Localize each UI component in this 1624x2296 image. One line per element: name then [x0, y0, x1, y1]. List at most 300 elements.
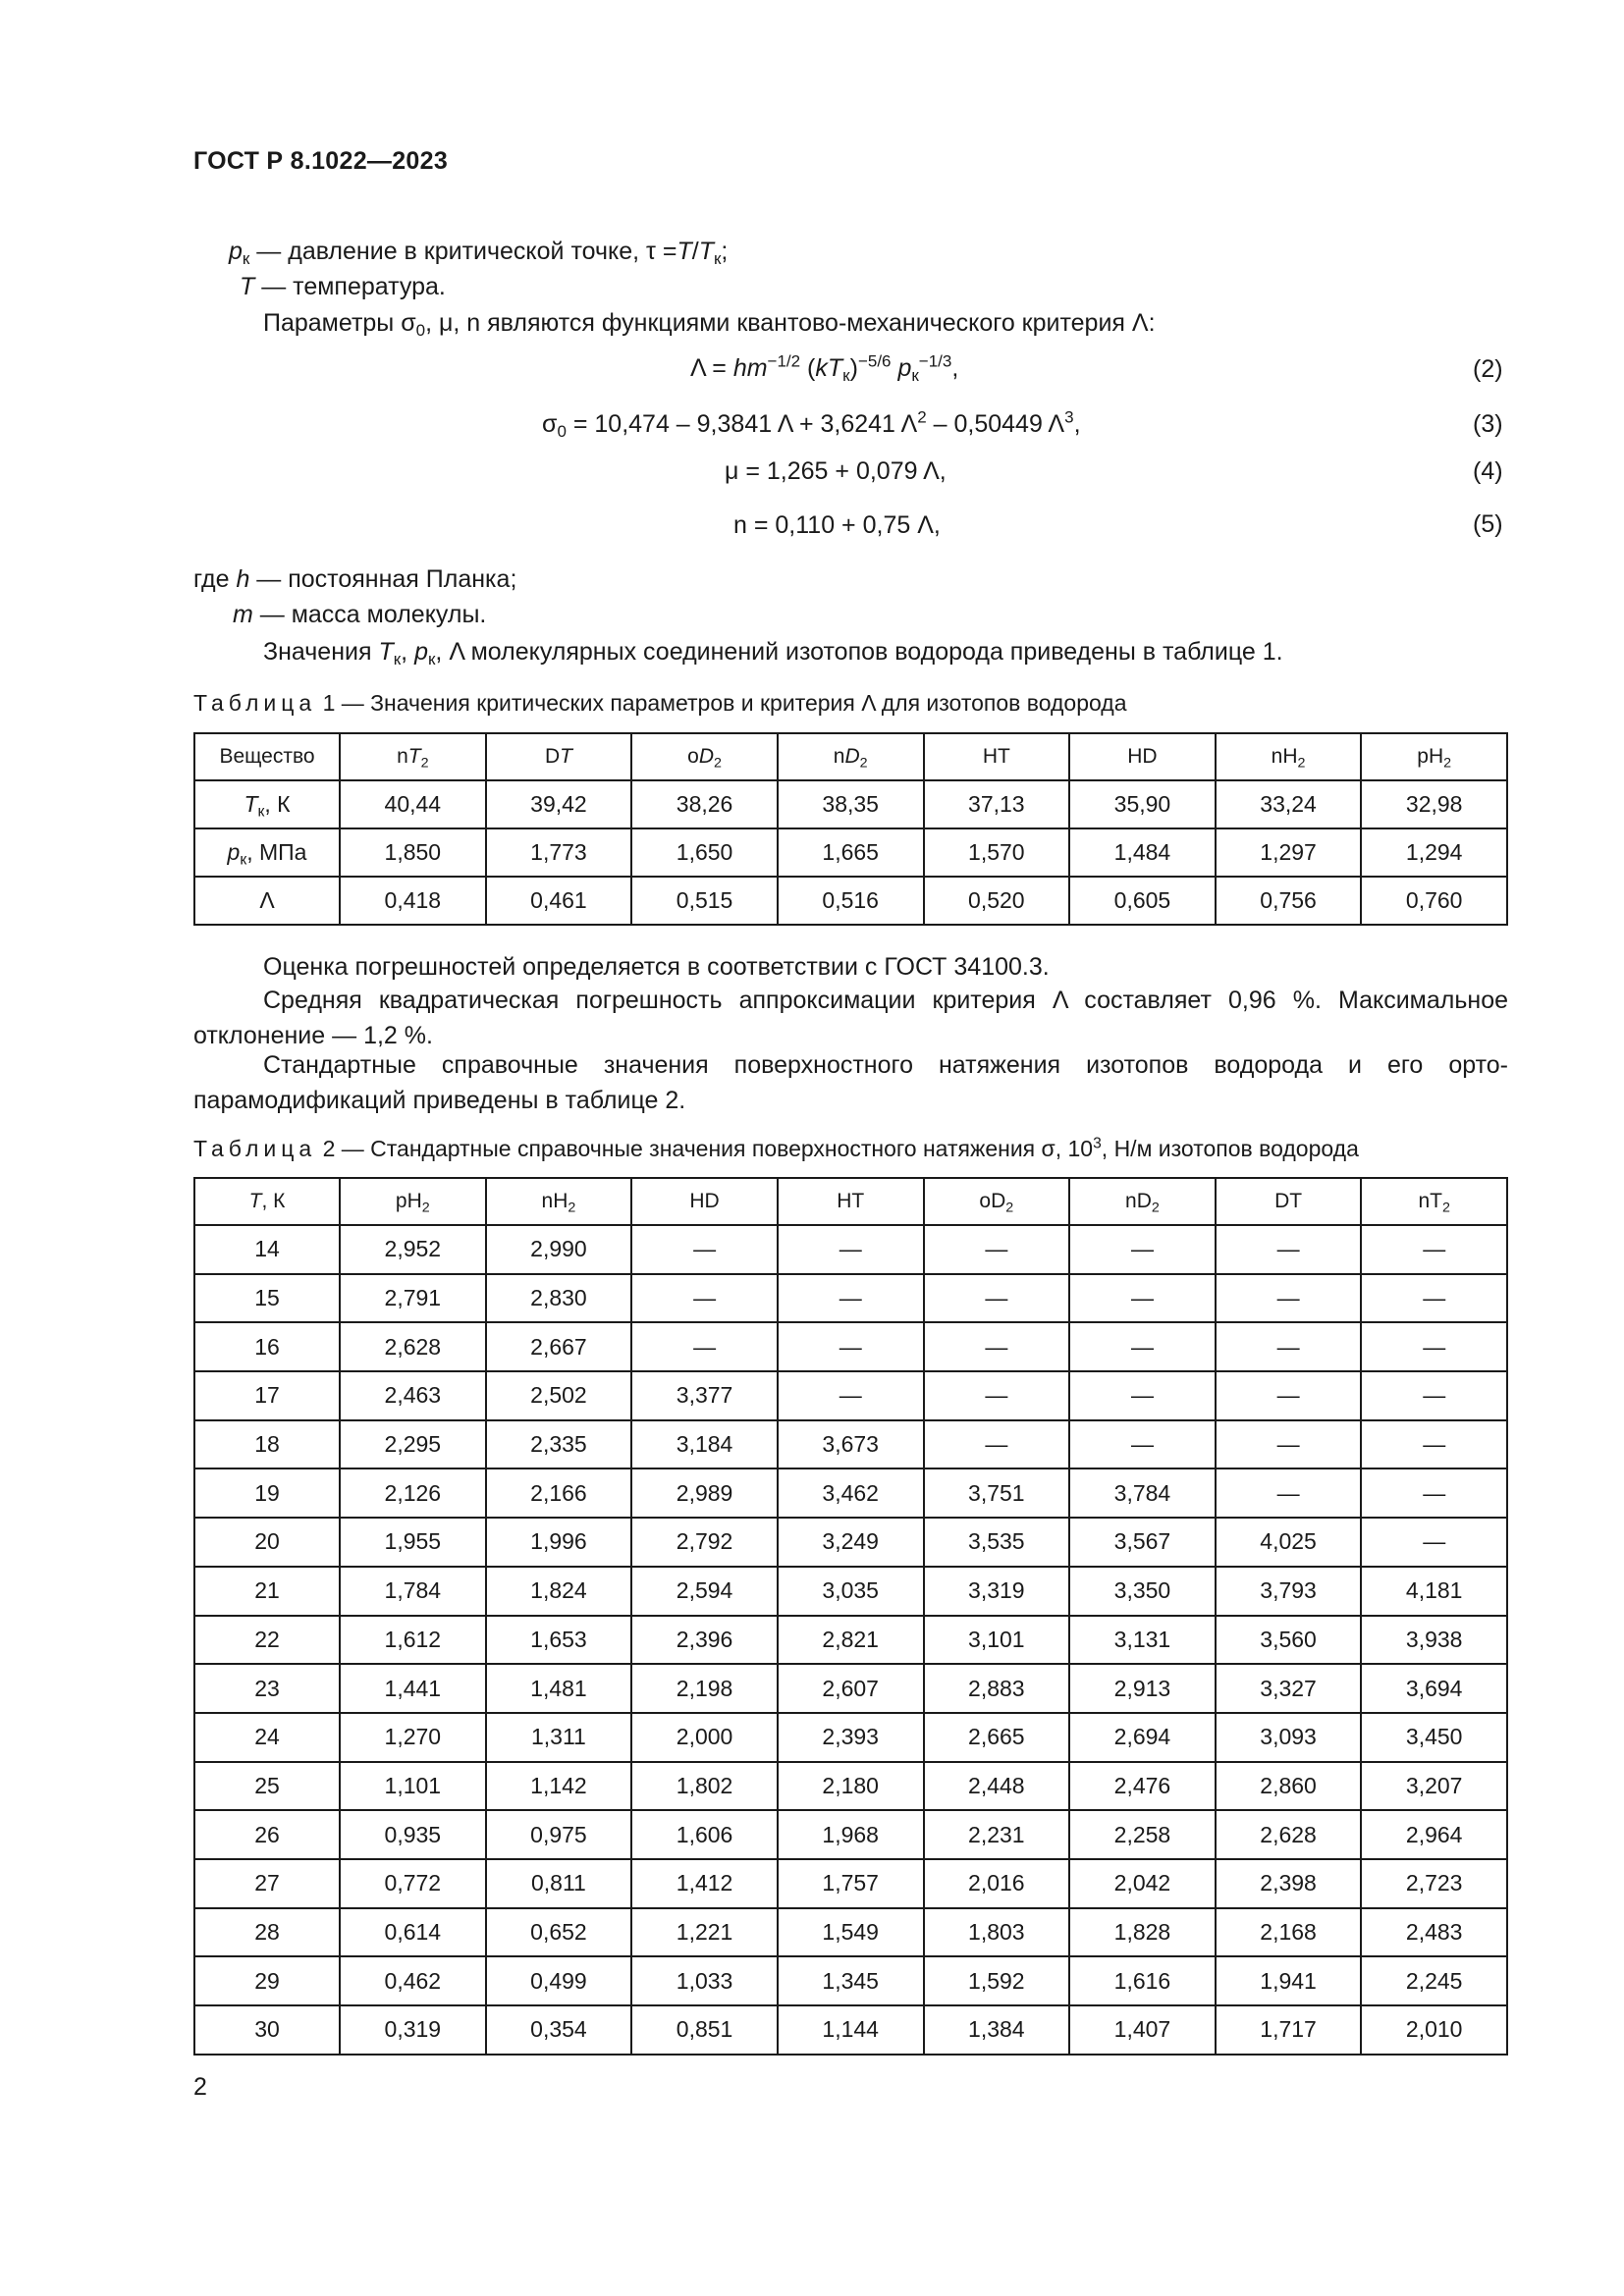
table2-caption	[193, 1136, 1359, 1162]
table2-caption-rest: 2 — Стандартные справочные значения поверхностного натяжения σ, 10	[316, 1136, 1094, 1161]
table2-row	[194, 1274, 1507, 1323]
values-p: p	[414, 638, 428, 666]
table2-cell: —	[1069, 1225, 1216, 1274]
table2-cell: —	[1216, 1468, 1362, 1518]
table2-header-base: pH	[395, 1190, 422, 1212]
table1-header-cell	[778, 733, 924, 780]
definition-pk	[229, 234, 728, 269]
paragraph-mse: Средняя квадратическая погрешность аппроксимации критерия Λ составляет 0,96 %. Максимальное отклонение — 1,2 %.	[193, 987, 1508, 1049]
table2-cell: 1,616	[1069, 1956, 1216, 2005]
table1-header-cell	[340, 733, 486, 780]
table2-caption-word: Таблица	[193, 1136, 317, 1161]
table2-cell: 2,180	[778, 1762, 924, 1811]
table2-header-base: nT	[1418, 1190, 1442, 1212]
table2-cell: 3,793	[1216, 1567, 1362, 1616]
table2-cell: 1,824	[486, 1567, 632, 1616]
table2-cell: —	[778, 1322, 924, 1371]
tau-tk: T	[698, 238, 714, 265]
table2-temperature-cell: 29	[194, 1956, 340, 2005]
sigma-subscript: 0	[415, 321, 426, 341]
table2-cell: 0,354	[486, 2005, 632, 2055]
eq2-b: (	[800, 354, 816, 382]
table2-cell: 2,952	[340, 1225, 486, 1274]
table2-cell: —	[1361, 1274, 1507, 1323]
table2-cell: 1,412	[631, 1859, 778, 1908]
table2-row	[194, 1859, 1507, 1908]
table2-cell: 0,811	[486, 1859, 632, 1908]
table2-cell: 3,093	[1216, 1713, 1362, 1762]
table1-cell: 0,520	[924, 877, 1070, 925]
table1-header-cell	[924, 733, 1070, 780]
where-word: где	[193, 565, 237, 593]
where-h-line	[193, 561, 516, 597]
table2-cell: 1,142	[486, 1762, 632, 1811]
table2-cell: —	[1216, 1225, 1362, 1274]
table2-row	[194, 1225, 1507, 1274]
table2-cell: 2,628	[1216, 1810, 1362, 1859]
table2-row	[194, 2005, 1507, 2055]
paragraph-estimate: Оценка погрешностей определяется в соответствии с ГОСТ 34100.3.	[263, 953, 1050, 981]
table2-cell: 1,481	[486, 1664, 632, 1713]
table2-cell: 1,802	[631, 1762, 778, 1811]
table2-cell: 1,717	[1216, 2005, 1362, 2055]
table2-cell: —	[924, 1371, 1070, 1420]
equation-3	[542, 406, 1081, 442]
table1-row-label	[194, 877, 340, 925]
table2-temperature-cell: 30	[194, 2005, 340, 2055]
parameters-line	[263, 305, 1156, 341]
table2-row	[194, 1468, 1507, 1518]
table2-cell: 2,476	[1069, 1762, 1216, 1811]
table1-header-italic: D	[698, 745, 715, 768]
table2-header-cell	[340, 1178, 486, 1225]
pk-end: ;	[721, 238, 729, 265]
table2-header-base: nD	[1125, 1190, 1152, 1212]
table2-cell: 2,628	[340, 1322, 486, 1371]
table2-cell: 3,560	[1216, 1616, 1362, 1665]
table1-row	[194, 877, 1507, 925]
table2-header-base: oD	[979, 1190, 1006, 1212]
table1-header-base: D	[544, 745, 561, 768]
table2-header-cell	[1069, 1178, 1216, 1225]
table2-cell: 2,396	[631, 1616, 778, 1665]
table1-row-label-subscript: к	[257, 803, 265, 821]
eq3-exp2: 3	[1064, 407, 1074, 427]
table2-header-cell	[924, 1178, 1070, 1225]
table2-cell: 3,673	[778, 1420, 924, 1469]
table2-cell: —	[924, 1322, 1070, 1371]
table2-cell: 1,033	[631, 1956, 778, 2005]
eq3-exp1: 2	[917, 407, 927, 427]
table2-cell: 3,462	[778, 1468, 924, 1518]
table1-cell: 1,294	[1361, 828, 1507, 877]
table2-cell: 3,450	[1361, 1713, 1507, 1762]
table2-row	[194, 1810, 1507, 1859]
eq2-ksub: к	[842, 366, 850, 386]
pk-subscript: к	[242, 249, 250, 269]
table1-header-subscript: 2	[1297, 755, 1306, 772]
table1-header-cell	[1069, 733, 1216, 780]
table2-cell: 2,694	[1069, 1713, 1216, 1762]
table2-cell: 3,535	[924, 1518, 1070, 1567]
table-1	[193, 732, 1508, 926]
table1-header-base: pH	[1417, 745, 1444, 768]
table2-cell: 3,319	[924, 1567, 1070, 1616]
table2-cell: 1,968	[778, 1810, 924, 1859]
table2-cell: 1,612	[340, 1616, 486, 1665]
table2-header-cell	[1216, 1178, 1362, 1225]
table2-cell: 2,198	[631, 1664, 778, 1713]
table1-cell: 1,650	[631, 828, 778, 877]
values-psub: к	[427, 650, 436, 669]
table2-cell: 1,384	[924, 2005, 1070, 2055]
table2-cell: —	[778, 1371, 924, 1420]
table2-caption-end: , Н/м изотопов водорода	[1101, 1136, 1359, 1161]
table2-cell: 0,462	[340, 1956, 486, 2005]
table1-cell: 38,35	[778, 780, 924, 828]
table2-cell: 2,860	[1216, 1762, 1362, 1811]
table1-cell: 1,297	[1216, 828, 1362, 877]
table2-row	[194, 1420, 1507, 1469]
table2-cell: 1,941	[1216, 1956, 1362, 2005]
table2-cell: 1,784	[340, 1567, 486, 1616]
table2-cell: 1,828	[1069, 1908, 1216, 1957]
table2-cell: 3,377	[631, 1371, 778, 1420]
table1-caption-rest: 1 — Значения критических параметров и критерия Λ для изотопов водорода	[316, 690, 1127, 716]
eq2-hm: hm	[732, 354, 768, 382]
eq3-sigma: σ	[542, 410, 558, 438]
eq2-end: ,	[951, 354, 959, 382]
table2-cell: 2,258	[1069, 1810, 1216, 1859]
table2-temperature-cell: 15	[194, 1274, 340, 1323]
table1-header-base: o	[687, 745, 699, 768]
table2-temperature-cell: 16	[194, 1322, 340, 1371]
table2-header-subscript: 2	[1151, 1200, 1160, 1216]
eq2-c: )	[849, 354, 858, 382]
table1-cell: 32,98	[1361, 780, 1507, 828]
table1-header-substance: Вещество	[194, 733, 340, 780]
table2-cell: 3,249	[778, 1518, 924, 1567]
table2-cell: 0,614	[340, 1908, 486, 1957]
table2-cell: —	[924, 1225, 1070, 1274]
equation-3-number: (3)	[1473, 410, 1503, 438]
table1-cell: 35,90	[1069, 780, 1216, 828]
table2-temperature-cell: 17	[194, 1371, 340, 1420]
table2-cell: 1,803	[924, 1908, 1070, 1957]
table2-cell: 1,955	[340, 1518, 486, 1567]
table2-cell: 0,975	[486, 1810, 632, 1859]
equation-2	[690, 350, 958, 386]
table2-cell: 3,327	[1216, 1664, 1362, 1713]
table1-row	[194, 828, 1507, 877]
table2-cell: 1,221	[631, 1908, 778, 1957]
equation-2-number: (2)	[1473, 355, 1503, 383]
table1-row-label-rest: , К	[264, 791, 291, 817]
table2-cell: 3,751	[924, 1468, 1070, 1518]
table1-header-cell	[486, 733, 632, 780]
tau-slash: /	[691, 238, 699, 265]
tau-tk-subscript: к	[713, 249, 722, 269]
table2-cell: 2,335	[486, 1420, 632, 1469]
table2-cell: —	[631, 1225, 778, 1274]
table2-cell: 2,830	[486, 1274, 632, 1323]
table2-cell: 1,996	[486, 1518, 632, 1567]
table1-row-label-italic: T	[244, 791, 258, 817]
table2-cell: —	[1361, 1371, 1507, 1420]
table2-cell: 2,723	[1361, 1859, 1507, 1908]
eq2-psub: к	[911, 366, 919, 386]
table2-cell: 2,791	[340, 1274, 486, 1323]
table2-cell: 3,131	[1069, 1616, 1216, 1665]
table1-header-italic: T	[560, 745, 572, 768]
t-symbol: T	[240, 273, 255, 300]
table2-temperature-cell: 28	[194, 1908, 340, 1957]
table2-cell: —	[631, 1274, 778, 1323]
table2-cell: 2,393	[778, 1713, 924, 1762]
table1-cell: 38,26	[631, 780, 778, 828]
table2-row	[194, 1664, 1507, 1713]
eq3-sigma-sub: 0	[557, 422, 567, 442]
table2-caption-sup: 3	[1093, 1135, 1102, 1152]
table2-row	[194, 1322, 1507, 1371]
table1-caption-word: Таблица	[193, 690, 317, 716]
values-tsub: к	[393, 650, 402, 669]
table1-header-base: n	[397, 745, 408, 768]
table1-cell: 0,756	[1216, 877, 1362, 925]
table2-header-base: nH	[541, 1190, 568, 1212]
table2-cell: —	[1361, 1468, 1507, 1518]
table2-cell: 2,821	[778, 1616, 924, 1665]
eq2-a: Λ =	[690, 354, 733, 382]
values-c: , Λ молекулярных соединений изотопов водорода приведены в таблице 1.	[435, 638, 1283, 666]
table2-temperature-cell: 23	[194, 1664, 340, 1713]
table2-cell: 2,168	[1216, 1908, 1362, 1957]
table1-cell: 0,760	[1361, 877, 1507, 925]
table2-cell: 1,592	[924, 1956, 1070, 2005]
table2-cell: 0,319	[340, 2005, 486, 2055]
table2-temperature-cell: 18	[194, 1420, 340, 1469]
table1-row-label	[194, 780, 340, 828]
table1-row-label-italic: p	[227, 839, 241, 865]
table2-cell: 3,035	[778, 1567, 924, 1616]
table1-header-row	[194, 733, 1507, 780]
table2-cell: 0,652	[486, 1908, 632, 1957]
table1-row-label-rest: Λ	[259, 887, 275, 913]
table2-header-subscript: 2	[421, 1200, 430, 1216]
definition-t	[240, 269, 446, 304]
eq2-kt: kT	[815, 354, 843, 382]
table2-cell: 2,398	[1216, 1859, 1362, 1908]
table2-cell: —	[1216, 1371, 1362, 1420]
table2-cell: 0,851	[631, 2005, 778, 2055]
table2-cell: 3,207	[1361, 1762, 1507, 1811]
table2-cell: 1,101	[340, 1762, 486, 1811]
table1-row-label-rest: , МПа	[246, 839, 307, 865]
table1-row-label	[194, 828, 340, 877]
table2-row	[194, 1956, 1507, 2005]
table2-cell: 2,913	[1069, 1664, 1216, 1713]
table2-cell: 2,964	[1361, 1810, 1507, 1859]
table2-cell: 1,311	[486, 1713, 632, 1762]
table2-header-cell	[486, 1178, 632, 1225]
table2-cell: 2,166	[486, 1468, 632, 1518]
table2-header-subscript: 2	[1441, 1200, 1450, 1216]
equation-4-number: (4)	[1473, 457, 1503, 485]
t-text: — температура.	[254, 273, 446, 300]
table2-cell: 1,270	[340, 1713, 486, 1762]
equation-4: μ = 1,265 + 0,079 Λ,	[725, 457, 947, 485]
table1-header-subscript: 2	[420, 755, 429, 772]
table2-temperature-cell: 22	[194, 1616, 340, 1665]
table2-cell: 2,295	[340, 1420, 486, 1469]
values-a: Значения	[263, 638, 379, 666]
table2-temperature-cell: 21	[194, 1567, 340, 1616]
h-text: — постоянная Планка;	[249, 565, 517, 593]
table2-temperature-cell: 27	[194, 1859, 340, 1908]
table2-cell: —	[1361, 1225, 1507, 1274]
table2-cell: 3,101	[924, 1616, 1070, 1665]
table1-header-base: HD	[1127, 745, 1158, 768]
table2-cell: —	[1216, 1322, 1362, 1371]
table2-cell: —	[924, 1274, 1070, 1323]
table2-cell: 2,231	[924, 1810, 1070, 1859]
table2-cell: —	[1361, 1420, 1507, 1469]
table2-cell: 2,000	[631, 1713, 778, 1762]
table1-header-subscript: 2	[859, 755, 868, 772]
table2-cell: —	[924, 1420, 1070, 1469]
table2-header-subscript: 2	[568, 1200, 576, 1216]
table2-cell: 2,502	[486, 1371, 632, 1420]
table2-cell: —	[631, 1322, 778, 1371]
eq2-exp1: −1/2	[767, 351, 801, 371]
table2-header-t-italic: T	[248, 1190, 262, 1212]
table2-temperature-cell: 24	[194, 1713, 340, 1762]
table2-cell: 0,499	[486, 1956, 632, 2005]
table2-row	[194, 1908, 1507, 1957]
table1-cell: 0,461	[486, 877, 632, 925]
table1-header-base: HT	[982, 745, 1010, 768]
table2-cell: 1,549	[778, 1908, 924, 1957]
table2-cell: —	[1069, 1420, 1216, 1469]
table1-row	[194, 780, 1507, 828]
table1-header-italic: D	[844, 745, 860, 768]
table2-temperature-cell: 19	[194, 1468, 340, 1518]
table2-header-cell	[778, 1178, 924, 1225]
table2-cell: 2,990	[486, 1225, 632, 1274]
table2-cell: 2,883	[924, 1664, 1070, 1713]
table2-cell: 2,594	[631, 1567, 778, 1616]
table2-temperature-cell: 14	[194, 1225, 340, 1274]
params-start: Параметры σ	[263, 309, 416, 337]
table2-cell: 2,126	[340, 1468, 486, 1518]
table2-cell: 1,407	[1069, 2005, 1216, 2055]
table2-cell: 0,935	[340, 1810, 486, 1859]
table2-row	[194, 1762, 1507, 1811]
table2-temperature-cell: 25	[194, 1762, 340, 1811]
table2-cell: 3,350	[1069, 1567, 1216, 1616]
table2-row	[194, 1518, 1507, 1567]
values-b: ,	[401, 638, 415, 666]
table1-header-subscript: 2	[714, 755, 722, 772]
table2-cell: 2,010	[1361, 2005, 1507, 2055]
equation-5: n = 0,110 + 0,75 Λ,	[733, 511, 941, 539]
document-header: ГОСТ Р 8.1022—2023	[193, 147, 449, 175]
table2-cell: 2,989	[631, 1468, 778, 1518]
pk-symbol: p	[229, 238, 243, 265]
table2-cell: 1,757	[778, 1859, 924, 1908]
table2-header-base: HD	[689, 1190, 720, 1212]
table2-header-base: HT	[837, 1190, 865, 1212]
table2-temperature-cell: 20	[194, 1518, 340, 1567]
table1-header-cell	[1361, 733, 1507, 780]
table1-cell: 1,570	[924, 828, 1070, 877]
table2-cell: —	[1216, 1274, 1362, 1323]
params-rest: , μ, n являются функциями квантово-механического критерия Λ:	[425, 309, 1156, 337]
table1-cell: 1,484	[1069, 828, 1216, 877]
table2-cell: 3,184	[631, 1420, 778, 1469]
table1-header-base: nH	[1271, 745, 1298, 768]
table1-cell: 1,665	[778, 828, 924, 877]
table2-cell: —	[1361, 1322, 1507, 1371]
m-text: — масса молекулы.	[252, 601, 487, 628]
table2-cell: 2,665	[924, 1713, 1070, 1762]
table2-cell: —	[1069, 1322, 1216, 1371]
table2-cell: 2,245	[1361, 1956, 1507, 2005]
table1-header-subscript: 2	[1443, 755, 1452, 772]
table2-header-subscript: 2	[1005, 1200, 1014, 1216]
eq3-end: ,	[1073, 410, 1081, 438]
table1-cell: 0,418	[340, 877, 486, 925]
table2-cell: —	[1361, 1518, 1507, 1567]
table2-cell: 2,607	[778, 1664, 924, 1713]
pk-text: — давление в критической точке, τ =	[249, 238, 677, 265]
table1-cell: 0,605	[1069, 877, 1216, 925]
table1-header-cell	[631, 733, 778, 780]
where-m-line	[233, 597, 486, 632]
table2-cell: —	[778, 1274, 924, 1323]
paragraph-standard: Стандартные справочные значения поверхностного натяжения изотопов водорода и его орто-парамодификаций приведены в таблице 2.	[193, 1051, 1508, 1114]
table2-row	[194, 1567, 1507, 1616]
table1-cell: 0,516	[778, 877, 924, 925]
table2-cell: —	[1069, 1371, 1216, 1420]
table2-cell: 2,483	[1361, 1908, 1507, 1957]
equation-5-number: (5)	[1473, 510, 1503, 538]
table2-cell: 1,606	[631, 1810, 778, 1859]
table2-cell: 4,025	[1216, 1518, 1362, 1567]
table2-cell: 1,653	[486, 1616, 632, 1665]
table1-cell: 1,773	[486, 828, 632, 877]
table2-row	[194, 1371, 1507, 1420]
table2-header-t-unit: , К	[261, 1190, 286, 1212]
table1-cell: 0,515	[631, 877, 778, 925]
eq2-p: p	[897, 354, 912, 382]
table2-cell: 0,772	[340, 1859, 486, 1908]
table1-caption	[193, 690, 1127, 717]
table2-cell: 2,016	[924, 1859, 1070, 1908]
table2-temperature-cell: 26	[194, 1810, 340, 1859]
table2-cell: —	[778, 1225, 924, 1274]
eq3-c: – 0,50449 Λ	[926, 410, 1065, 438]
h-symbol: h	[236, 565, 250, 593]
table2-cell: 3,567	[1069, 1518, 1216, 1567]
table1-header-italic: T	[407, 745, 421, 768]
table2-cell: —	[1069, 1274, 1216, 1323]
table2-cell: 1,441	[340, 1664, 486, 1713]
eq2-exp3: −1/3	[918, 351, 952, 371]
table2-cell: 4,181	[1361, 1567, 1507, 1616]
table2-row	[194, 1616, 1507, 1665]
table2-cell: 3,938	[1361, 1616, 1507, 1665]
